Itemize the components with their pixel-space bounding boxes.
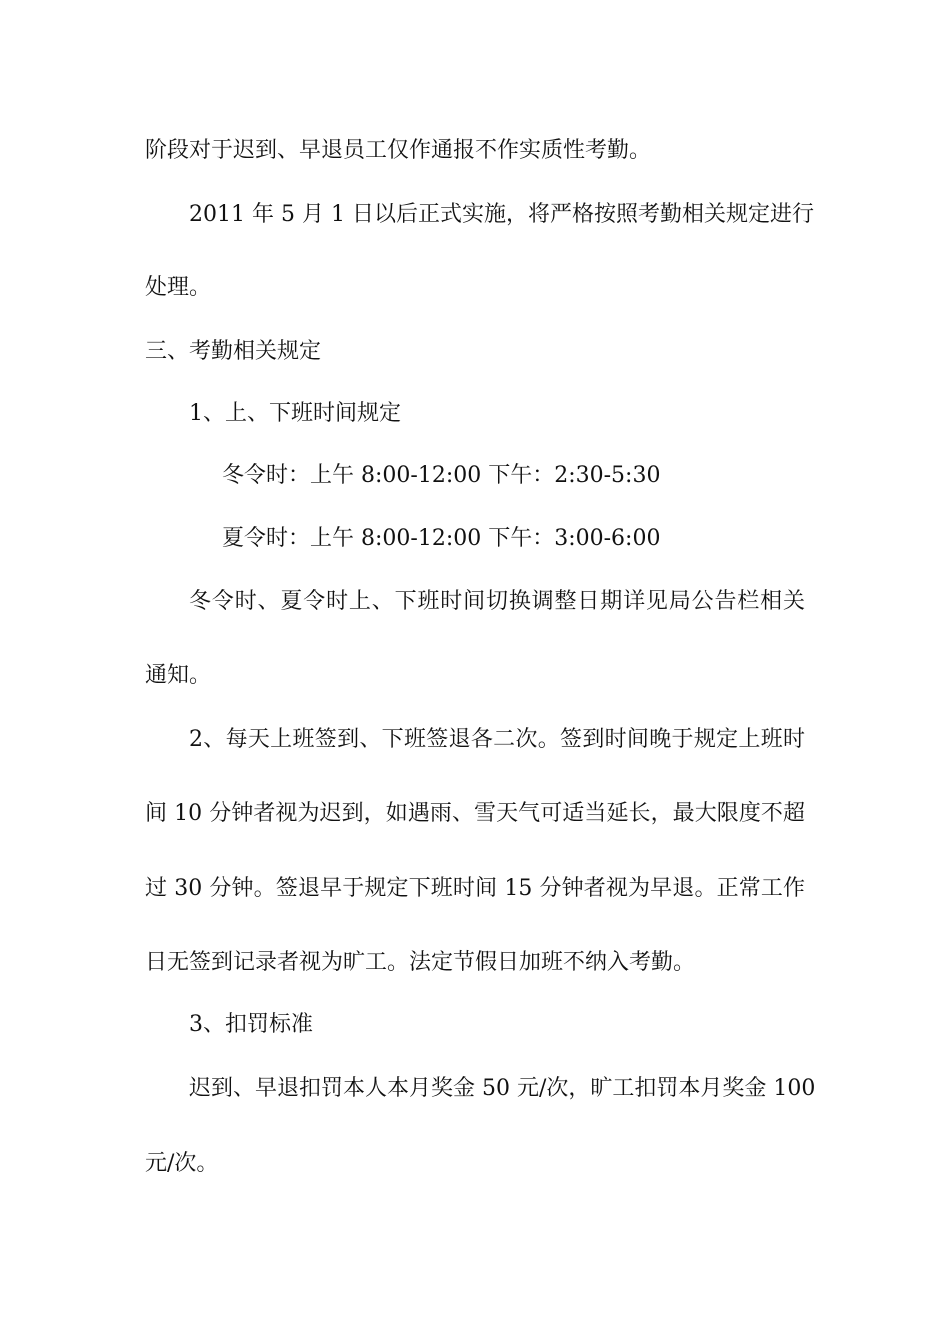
schedule-winter: 冬令时：上午 8:00-12:00 下午：2:30-5:30	[222, 463, 661, 488]
paragraph-line: 处理。	[145, 275, 212, 300]
section-heading: 三、考勤相关规定	[145, 339, 322, 364]
paragraph-line: 间 10 分钟者视为迟到，如遇雨、雪天气可适当延长，最大限度不超	[145, 801, 805, 826]
schedule-summer: 夏令时：上午 8:00-12:00 下午：3:00-6:00	[222, 526, 661, 551]
paragraph-line: 过 30 分钟。签退早于规定下班时间 15 分钟者视为早退。正常工作	[145, 876, 805, 901]
paragraph-line: 通知。	[145, 663, 212, 688]
paragraph-line: 冬令时、夏令时上、下班时间切换调整日期详见局公告栏相关	[189, 589, 805, 614]
paragraph-line: 2、每天上班签到、下班签退各二次。签到时间晚于规定上班时	[189, 727, 805, 752]
paragraph-line: 迟到、早退扣罚本人本月奖金 50 元/次，旷工扣罚本月奖金 100	[189, 1076, 816, 1101]
subsection-heading: 1、上、下班时间规定	[189, 401, 401, 426]
paragraph-line: 元/次。	[145, 1151, 219, 1176]
paragraph-line: 2011 年 5 月 1 日以后正式实施，将严格按照考勤相关规定进行	[189, 202, 814, 227]
subsection-heading: 3、扣罚标准	[189, 1012, 313, 1037]
paragraph-line: 阶段对于迟到、早退员工仅作通报不作实质性考勤。	[145, 138, 652, 163]
paragraph-line: 日无签到记录者视为旷工。法定节假日加班不纳入考勤。	[145, 950, 696, 975]
